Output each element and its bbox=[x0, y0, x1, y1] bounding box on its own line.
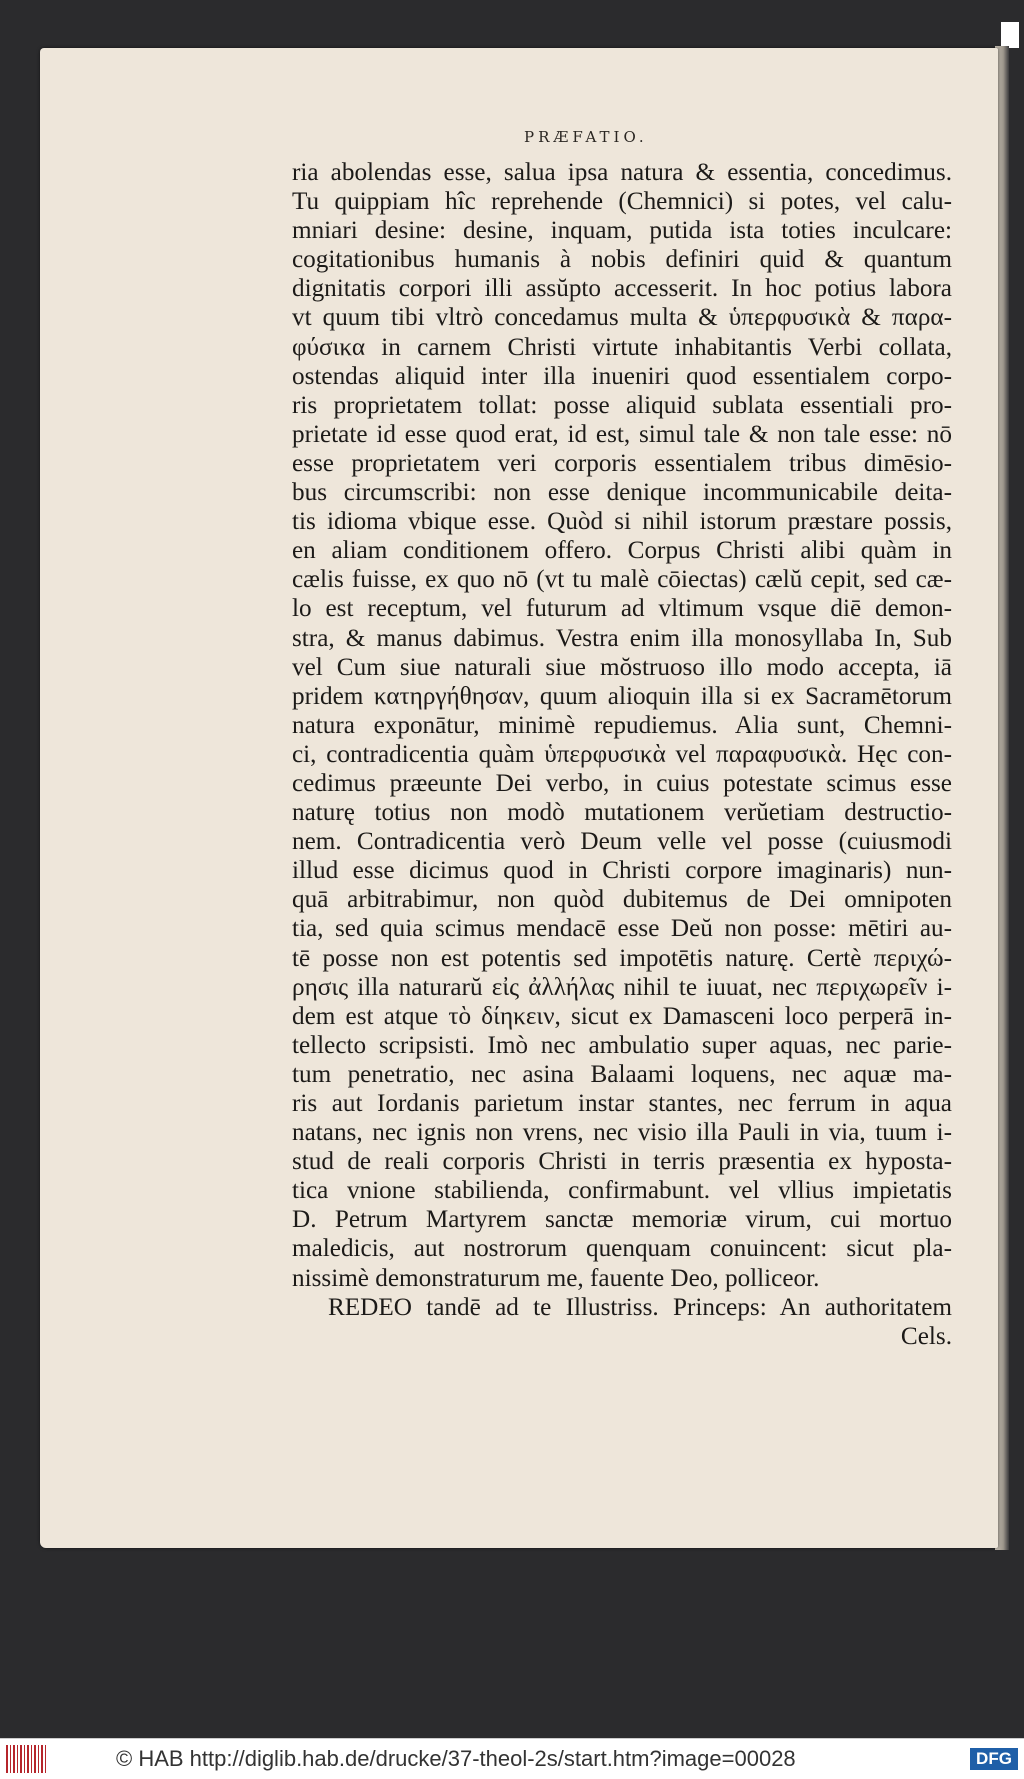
running-head: PRÆFATIO. bbox=[524, 128, 648, 146]
text-line: nem. Contradicentia verò Deum velle vel posse (cuiusmodi bbox=[292, 828, 952, 856]
text-line: vel Cum siue naturali siue mŏstruoso illo modo accepta, iā bbox=[292, 653, 952, 681]
text-line: ris proprietatem tollat: posse aliquid sublata essentiali pro- bbox=[292, 391, 952, 419]
text-line: φύσικα in carnem Christi virtute inhabitantis Verbi collata, bbox=[292, 333, 952, 361]
text-line: quā arbitrabimur, non quòd dubitemus de Dei omnipoten bbox=[292, 886, 952, 914]
text-line: naturę totius non modò mutationem verŭetiam destructio- bbox=[292, 799, 952, 827]
text-line: cedimus præeunte Dei verbo, in cuius potestate scimus esse bbox=[292, 769, 952, 797]
hab-logo-icon bbox=[6, 1745, 48, 1773]
text-line: prietate id esse quod erat, id est, simul tale & non tale esse: nō bbox=[292, 420, 952, 448]
dfg-logo: DFG bbox=[970, 1748, 1018, 1770]
text-line: dignitatis corpori illi assŭpto accesserit. In hoc potius labora bbox=[292, 275, 952, 303]
text-line: tis idioma vbique esse. Quòd si nihil istorum præstare possis, bbox=[292, 508, 952, 536]
text-line: dem est atque τὸ δίηκειν, sicut ex Damasceni loco perperā in- bbox=[292, 1002, 952, 1030]
text-line: Tu quippiam hîc reprehende (Chemnici) si potes, vel calu- bbox=[292, 188, 952, 216]
text-line: nissimè demonstraturum me, fauente Deo, polliceor. bbox=[292, 1264, 820, 1292]
text-line: ostendas aliquid inter illa inueniri quod essentialem corpo- bbox=[292, 362, 952, 390]
text-line: mniari desine: desine, inquam, putida ista toties inculcare: bbox=[292, 217, 952, 245]
text-line: maledicis, aut nostrorum quenquam conuincent: sicut pla- bbox=[292, 1235, 952, 1263]
text-line: lo est receptum, vel futurum ad vltimum vsque diē demon- bbox=[292, 595, 952, 623]
text-line: D. Petrum Martyrem sanctæ memoriæ virum, cui mortuo bbox=[292, 1206, 952, 1234]
text-line: stra, & manus dabimus. Vestra enim illa monosyllaba In, Sub bbox=[292, 624, 952, 652]
text-line: cælis fuisse, ex quo nō (vt tu malè cōiectas) cælŭ cepit, sed cæ- bbox=[292, 566, 952, 594]
text-line: vt quum tibi vltrò concedamus multa & ὑπερφυσικὰ & παρα- bbox=[292, 304, 952, 332]
text-line: stud de reali corporis Christi in terris præsentia ex hyposta- bbox=[292, 1148, 952, 1176]
text-line: tia, sed quia scimus mendacē esse Deŭ non posse: mētiri au- bbox=[292, 915, 952, 943]
text-line: ci, contradicentia quàm ὑπερφυσικὰ vel παραφυσικὰ. Hęc con- bbox=[292, 740, 952, 768]
text-line: tellecto scripsisti. Imò nec ambulatio super aquas, nec parie- bbox=[292, 1031, 952, 1059]
text-line: illud esse dicimus quod in Christi corpore imaginaris) nun- bbox=[292, 857, 952, 885]
text-line: en aliam conditionem offero. Corpus Christi alibi quàm in bbox=[292, 537, 952, 565]
text-line: natura exponātur, minimè repudiemus. Alia sunt, Chemni- bbox=[292, 711, 952, 739]
text-line: ris aut Iordanis parietum instar stantes, nec ferrum in aqua bbox=[292, 1090, 952, 1117]
footer-bar bbox=[0, 1738, 1024, 1779]
text-line: ρησις illa naturarŭ εἰς ἀλλήλας nihil te iuuat, nec περιχωρεῖν i- bbox=[292, 973, 952, 1001]
copyright-link[interactable]: © HAB http://diglib.hab.de/drucke/37-theol-2s/start.htm?image=00028 bbox=[116, 1746, 796, 1771]
catchword: Cels. bbox=[900, 1322, 952, 1350]
text-line: esse proprietatem veri corporis essentialem tribus dimēsio- bbox=[292, 449, 952, 477]
text-line: ria abolendas esse, salua ipsa natura & essentia, concedimus. bbox=[292, 159, 952, 186]
text-line: pridem κατηργήθησαν, quum alioquin illa si ex Sacramētorum bbox=[292, 682, 952, 710]
text-line: tica vnione stabilienda, confirmabunt. vel vllius impietatis bbox=[292, 1177, 952, 1205]
text-line: tē posse non est potentis sed impotētis naturę. Certè περιχώ- bbox=[292, 944, 952, 972]
main-text bbox=[292, 158, 952, 1351]
text-line: tum penetratio, nec asina Balaami loquens, nec aquæ ma- bbox=[292, 1060, 952, 1088]
text-line: natans, nec ignis non vrens, nec visio illa Pauli in via, tuum i- bbox=[292, 1119, 952, 1147]
text-line: cogitationibus humanis à nobis definiri quid & quantum bbox=[292, 246, 952, 274]
bookmark-tab bbox=[1001, 22, 1019, 48]
text-line: bus circumscribi: non esse denique incommunicabile deita- bbox=[292, 479, 952, 507]
paragraph-opening: REDEO tandē ad te Illustriss. Princeps: An authoritatem bbox=[328, 1293, 952, 1321]
